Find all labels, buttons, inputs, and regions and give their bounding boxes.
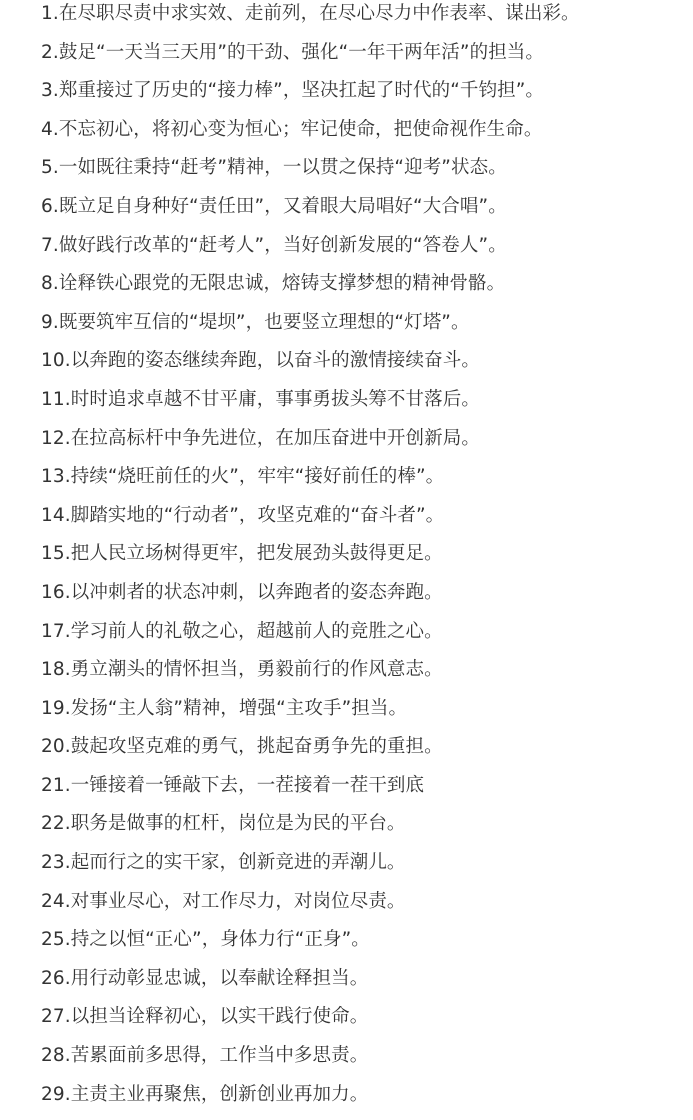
document-body: [41, 0, 693, 1120]
list-item: 5.一如既往秉持“赶考”精神，一以贯之保持“迎考”状态。: [41, 157, 507, 179]
list-item: 10.以奔跑的姿态继续奔跑，以奋斗的激情接续奋斗。: [41, 350, 480, 372]
list-item: 3.郑重接过了历史的“接力棒”，坚决扛起了时代的“千钧担”。: [41, 80, 544, 102]
list-item: 7.做好践行改革的“赶考人”，当好创新发展的“答卷人”。: [41, 234, 507, 256]
list-item: 23.起而行之的实干家，创新竞进的弄潮儿。: [41, 852, 406, 874]
list-item: 22.职务是做事的杠杆，岗位是为民的平台。: [41, 813, 406, 835]
list-item: 8.诠释铁心跟党的无限忠诚，熔铸支撑梦想的精神骨骼。: [41, 273, 506, 295]
list-item: 21.一锤接着一锤敲下去，一茬接着一茬干到底: [41, 774, 425, 796]
list-item: 2.鼓足“一天当三天用”的干劲、强化“一年干两年活”的担当。: [41, 41, 544, 63]
list-item: 28.苦累面前多思得，工作当中多思责。: [41, 1045, 369, 1067]
list-item: 17.学习前人的礼敬之心，超越前人的竞胜之心。: [41, 620, 443, 642]
list-item: 19.发扬“主人翁”精神，增强“主攻手”担当。: [41, 697, 408, 719]
list-item: 25.持之以恒“正心”，身体力行“正身”。: [41, 929, 370, 951]
list-item: 18.勇立潮头的情怀担当，勇毅前行的作风意志。: [41, 659, 443, 681]
list-item: 16.以冲刺者的状态冲刺，以奔跑者的姿态奔跑。: [41, 581, 443, 603]
list-item: 4.不忘初心，将初心变为恒心；牢记使命，把使命视作生命。: [41, 118, 543, 140]
list-item: 11.时时追求卓越不甘平庸，事事勇拔头筹不甘落后。: [41, 388, 480, 410]
list-item: 24.对事业尽心，对工作尽力，对岗位尽责。: [41, 890, 406, 912]
list-item: 29.主责主业再聚焦，创新创业再加力。: [41, 1083, 369, 1105]
list-item: 9.既要筑牢互信的“堤坝”，也要竖立理想的“灯塔”。: [41, 311, 470, 333]
list-item: 6.既立足自身种好“责任田”，又着眼大局唱好“大合唱”。: [41, 195, 507, 217]
list-item: 13.持续“烧旺前任的火”，牢牢“接好前任的棒”。: [41, 466, 445, 488]
list-item: 1.在尽职尽责中求实效、走前列，在尽心尽力中作表率、谋出彩。: [41, 3, 580, 24]
list-item: 20.鼓起攻坚克难的勇气，挑起奋勇争先的重担。: [41, 736, 443, 758]
list-item: 12.在拉高标杆中争先进位，在加压奋进中开创新局。: [41, 427, 480, 449]
list-item: 26.用行动彰显忠诚，以奉献诠释担当。: [41, 967, 369, 989]
list-item: 27.以担当诠释初心，以实干践行使命。: [41, 1006, 369, 1028]
list-item: 14.脚踏实地的“行动者”，攻坚克难的“奋斗者”。: [41, 504, 445, 526]
list-item: 15.把人民立场树得更牢，把发展劲头鼓得更足。: [41, 543, 443, 565]
